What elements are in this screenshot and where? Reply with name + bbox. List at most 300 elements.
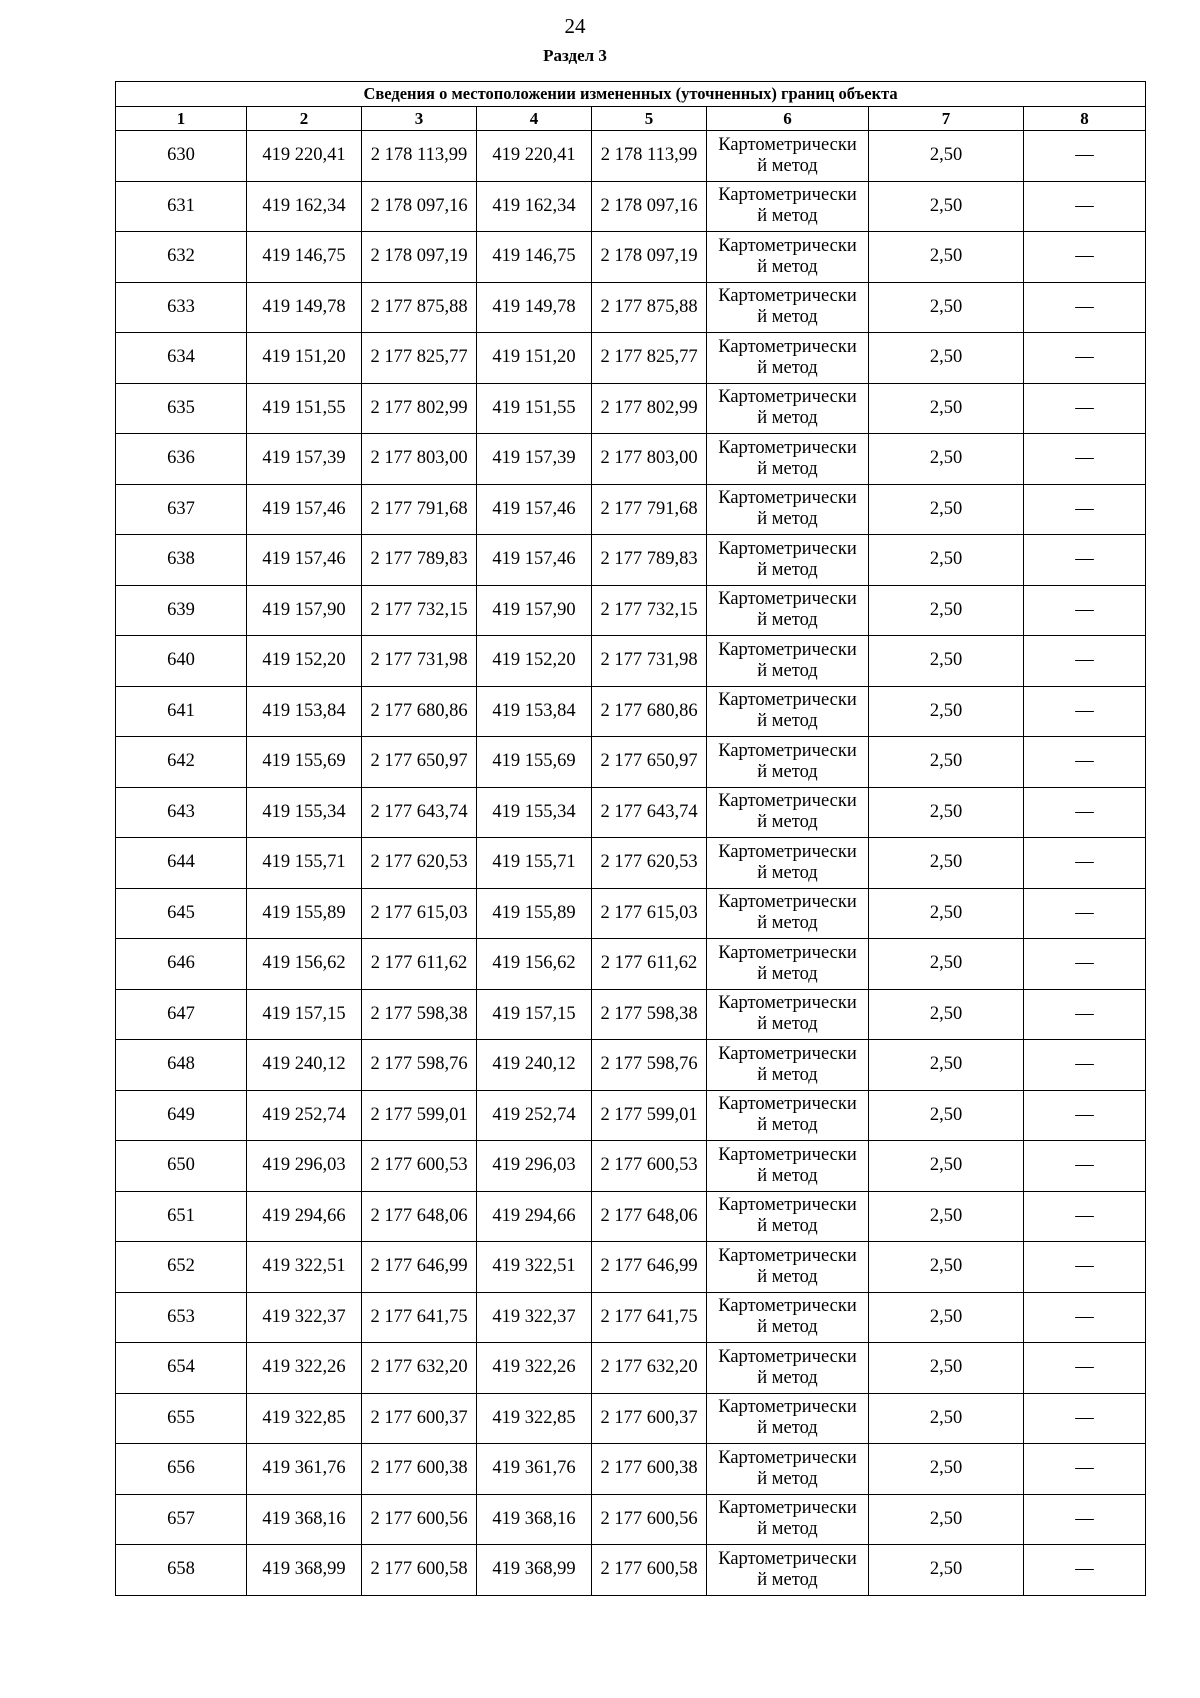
point-description-cell: —	[1024, 434, 1146, 485]
point-description-cell: —	[1024, 1494, 1146, 1545]
point-number-cell: 644	[116, 838, 247, 889]
accuracy-cell: 2,50	[869, 1343, 1024, 1394]
method-cell	[707, 1191, 869, 1242]
existing-y-cell: 2 177 641,75	[362, 1292, 477, 1343]
method-cell	[707, 1343, 869, 1394]
point-number-cell: 656	[116, 1444, 247, 1495]
method-text-line: Картометрически	[718, 791, 857, 812]
accuracy-cell: 2,50	[869, 282, 1024, 333]
method-text-line: Картометрически	[718, 1397, 857, 1418]
method-text-line: Картометрически	[718, 538, 857, 559]
point-number-cell: 646	[116, 939, 247, 990]
method-text-line: Картометрически	[718, 740, 857, 761]
method-text-line: й метод	[757, 357, 818, 378]
table-row	[116, 838, 1146, 889]
column-number-row	[116, 107, 1146, 131]
point-description-cell: —	[1024, 131, 1146, 182]
point-number-cell: 643	[116, 787, 247, 838]
existing-x-cell: 419 368,16	[247, 1494, 362, 1545]
boundary-coordinates-table	[115, 81, 1146, 1596]
refined-x-cell: 419 155,89	[477, 888, 592, 939]
existing-y-cell: 2 178 097,16	[362, 181, 477, 232]
existing-x-cell: 419 155,34	[247, 787, 362, 838]
column-number-4: 4	[477, 107, 592, 131]
method-cell	[707, 232, 869, 283]
table-row	[116, 737, 1146, 788]
refined-y-cell: 2 177 598,38	[592, 989, 707, 1040]
method-text-line: й метод	[757, 1115, 818, 1136]
method-text-line: Картометрически	[718, 1498, 857, 1519]
refined-x-cell: 419 151,55	[477, 383, 592, 434]
point-number-cell: 640	[116, 636, 247, 687]
existing-x-cell: 419 156,62	[247, 939, 362, 990]
method-text-line: Картометрически	[718, 488, 857, 509]
existing-y-cell: 2 177 600,56	[362, 1494, 477, 1545]
table-caption: Сведения о местоположении измененных (уточненных) границ объекта	[116, 82, 1146, 107]
point-number-cell: 658	[116, 1545, 247, 1596]
column-number-7: 7	[869, 107, 1024, 131]
accuracy-cell: 2,50	[869, 383, 1024, 434]
existing-y-cell: 2 177 620,53	[362, 838, 477, 889]
existing-y-cell: 2 177 600,38	[362, 1444, 477, 1495]
point-description-cell: —	[1024, 989, 1146, 1040]
table-row	[116, 535, 1146, 586]
method-text-line: й метод	[757, 1519, 818, 1540]
method-text-line: Картометрически	[718, 1195, 857, 1216]
refined-y-cell: 2 177 648,06	[592, 1191, 707, 1242]
existing-x-cell: 419 361,76	[247, 1444, 362, 1495]
existing-x-cell: 419 240,12	[247, 1040, 362, 1091]
method-text-line: Картометрически	[718, 185, 857, 206]
existing-y-cell: 2 177 632,20	[362, 1343, 477, 1394]
table-row	[116, 1191, 1146, 1242]
existing-y-cell: 2 177 731,98	[362, 636, 477, 687]
method-text-line: Картометрически	[718, 1094, 857, 1115]
point-number-cell: 631	[116, 181, 247, 232]
table-row	[116, 333, 1146, 384]
point-description-cell: —	[1024, 1545, 1146, 1596]
existing-x-cell: 419 162,34	[247, 181, 362, 232]
method-text-line: й метод	[757, 1165, 818, 1186]
method-text-line: й метод	[757, 812, 818, 833]
refined-x-cell: 419 151,20	[477, 333, 592, 384]
refined-x-cell: 419 155,71	[477, 838, 592, 889]
refined-x-cell: 419 156,62	[477, 939, 592, 990]
method-text-line: й метод	[757, 1468, 818, 1489]
existing-x-cell: 419 296,03	[247, 1141, 362, 1192]
column-number-1: 1	[116, 107, 247, 131]
column-number-8: 8	[1024, 107, 1146, 131]
existing-x-cell: 419 155,69	[247, 737, 362, 788]
table-row	[116, 1545, 1146, 1596]
table-row	[116, 1343, 1146, 1394]
method-cell	[707, 1545, 869, 1596]
existing-y-cell: 2 177 600,58	[362, 1545, 477, 1596]
method-cell	[707, 484, 869, 535]
method-cell	[707, 1141, 869, 1192]
table-body	[116, 131, 1146, 1596]
refined-y-cell: 2 177 598,76	[592, 1040, 707, 1091]
table-row	[116, 989, 1146, 1040]
accuracy-cell: 2,50	[869, 333, 1024, 384]
method-text-line: й метод	[757, 1569, 818, 1590]
point-number-cell: 653	[116, 1292, 247, 1343]
accuracy-cell: 2,50	[869, 989, 1024, 1040]
point-number-cell: 651	[116, 1191, 247, 1242]
accuracy-cell: 2,50	[869, 131, 1024, 182]
existing-y-cell: 2 177 825,77	[362, 333, 477, 384]
refined-y-cell: 2 177 802,99	[592, 383, 707, 434]
existing-y-cell: 2 177 643,74	[362, 787, 477, 838]
method-cell	[707, 131, 869, 182]
refined-x-cell: 419 153,84	[477, 686, 592, 737]
method-text-line: Картометрически	[718, 892, 857, 913]
point-description-cell: —	[1024, 1242, 1146, 1293]
point-description-cell: —	[1024, 838, 1146, 889]
refined-x-cell: 419 155,34	[477, 787, 592, 838]
point-description-cell: —	[1024, 383, 1146, 434]
point-number-cell: 654	[116, 1343, 247, 1394]
method-cell	[707, 1090, 869, 1141]
point-description-cell: —	[1024, 686, 1146, 737]
point-description-cell: —	[1024, 1040, 1146, 1091]
refined-x-cell: 419 322,37	[477, 1292, 592, 1343]
existing-y-cell: 2 177 600,37	[362, 1393, 477, 1444]
refined-x-cell: 419 157,46	[477, 484, 592, 535]
existing-y-cell: 2 177 611,62	[362, 939, 477, 990]
existing-x-cell: 419 322,85	[247, 1393, 362, 1444]
existing-y-cell: 2 177 648,06	[362, 1191, 477, 1242]
existing-x-cell: 419 157,46	[247, 535, 362, 586]
point-description-cell: —	[1024, 282, 1146, 333]
existing-x-cell: 419 220,41	[247, 131, 362, 182]
point-description-cell: —	[1024, 888, 1146, 939]
accuracy-cell: 2,50	[869, 939, 1024, 990]
method-cell	[707, 434, 869, 485]
point-number-cell: 645	[116, 888, 247, 939]
method-text-line: Картометрически	[718, 387, 857, 408]
method-cell	[707, 282, 869, 333]
point-description-cell: —	[1024, 1444, 1146, 1495]
method-text-line: й метод	[757, 559, 818, 580]
existing-y-cell: 2 177 650,97	[362, 737, 477, 788]
point-number-cell: 637	[116, 484, 247, 535]
column-number-3: 3	[362, 107, 477, 131]
method-text-line: Картометрически	[718, 1548, 857, 1569]
existing-x-cell: 419 157,39	[247, 434, 362, 485]
method-text-line: Картометрически	[718, 437, 857, 458]
point-description-cell: —	[1024, 1141, 1146, 1192]
table-row	[116, 232, 1146, 283]
existing-y-cell: 2 177 732,15	[362, 585, 477, 636]
table-row	[116, 1090, 1146, 1141]
refined-y-cell: 2 178 097,16	[592, 181, 707, 232]
refined-y-cell: 2 177 643,74	[592, 787, 707, 838]
refined-y-cell: 2 177 803,00	[592, 434, 707, 485]
method-cell	[707, 333, 869, 384]
method-text-line: й метод	[757, 660, 818, 681]
method-cell	[707, 1242, 869, 1293]
section-title: Раздел 3	[543, 46, 607, 65]
table-row	[116, 1040, 1146, 1091]
method-text-line: й метод	[757, 256, 818, 277]
method-cell	[707, 686, 869, 737]
accuracy-cell: 2,50	[869, 1444, 1024, 1495]
table-row	[116, 282, 1146, 333]
method-cell	[707, 585, 869, 636]
refined-y-cell: 2 177 731,98	[592, 636, 707, 687]
existing-x-cell: 419 368,99	[247, 1545, 362, 1596]
existing-x-cell: 419 149,78	[247, 282, 362, 333]
method-cell	[707, 838, 869, 889]
table-row	[116, 1242, 1146, 1293]
point-number-cell: 635	[116, 383, 247, 434]
method-cell	[707, 636, 869, 687]
method-text-line: й метод	[757, 458, 818, 479]
refined-y-cell: 2 177 615,03	[592, 888, 707, 939]
existing-y-cell: 2 178 113,99	[362, 131, 477, 182]
method-text-line: й метод	[757, 1266, 818, 1287]
refined-y-cell: 2 177 632,20	[592, 1343, 707, 1394]
refined-y-cell: 2 177 611,62	[592, 939, 707, 990]
refined-y-cell: 2 178 113,99	[592, 131, 707, 182]
method-text-line: Картометрически	[718, 235, 857, 256]
point-number-cell: 636	[116, 434, 247, 485]
accuracy-cell: 2,50	[869, 787, 1024, 838]
method-cell	[707, 737, 869, 788]
method-cell	[707, 1444, 869, 1495]
existing-x-cell: 419 151,20	[247, 333, 362, 384]
method-text-line: й метод	[757, 1216, 818, 1237]
existing-y-cell: 2 177 598,76	[362, 1040, 477, 1091]
method-cell	[707, 989, 869, 1040]
point-description-cell: —	[1024, 939, 1146, 990]
method-text-line: Картометрически	[718, 336, 857, 357]
method-cell	[707, 1292, 869, 1343]
existing-y-cell: 2 178 097,19	[362, 232, 477, 283]
accuracy-cell: 2,50	[869, 484, 1024, 535]
accuracy-cell: 2,50	[869, 434, 1024, 485]
refined-y-cell: 2 177 825,77	[592, 333, 707, 384]
refined-y-cell: 2 177 732,15	[592, 585, 707, 636]
page-number: 24	[564, 14, 586, 38]
method-text-line: й метод	[757, 408, 818, 429]
table-row	[116, 181, 1146, 232]
method-text-line: Картометрически	[718, 589, 857, 610]
method-text-line: й метод	[757, 206, 818, 227]
point-description-cell: —	[1024, 181, 1146, 232]
refined-y-cell: 2 178 097,19	[592, 232, 707, 283]
table-row	[116, 131, 1146, 182]
method-text-line: й метод	[757, 963, 818, 984]
method-cell	[707, 939, 869, 990]
refined-x-cell: 419 322,85	[477, 1393, 592, 1444]
method-cell	[707, 787, 869, 838]
refined-x-cell: 419 152,20	[477, 636, 592, 687]
table-row	[116, 888, 1146, 939]
existing-x-cell: 419 151,55	[247, 383, 362, 434]
existing-y-cell: 2 177 875,88	[362, 282, 477, 333]
point-number-cell: 650	[116, 1141, 247, 1192]
point-description-cell: —	[1024, 787, 1146, 838]
refined-y-cell: 2 177 600,38	[592, 1444, 707, 1495]
method-text-line: й метод	[757, 761, 818, 782]
existing-x-cell: 419 252,74	[247, 1090, 362, 1141]
method-text-line: й метод	[757, 307, 818, 328]
accuracy-cell: 2,50	[869, 232, 1024, 283]
accuracy-cell: 2,50	[869, 1141, 1024, 1192]
method-text-line: й метод	[757, 1064, 818, 1085]
accuracy-cell: 2,50	[869, 585, 1024, 636]
method-text-line: й метод	[757, 711, 818, 732]
refined-x-cell: 419 368,16	[477, 1494, 592, 1545]
method-text-line: Картометрически	[718, 841, 857, 862]
point-description-cell: —	[1024, 232, 1146, 283]
existing-y-cell: 2 177 599,01	[362, 1090, 477, 1141]
accuracy-cell: 2,50	[869, 737, 1024, 788]
existing-y-cell: 2 177 600,53	[362, 1141, 477, 1192]
accuracy-cell: 2,50	[869, 686, 1024, 737]
existing-y-cell: 2 177 680,86	[362, 686, 477, 737]
table-row	[116, 1393, 1146, 1444]
method-cell	[707, 535, 869, 586]
existing-x-cell: 419 157,15	[247, 989, 362, 1040]
method-text-line: й метод	[757, 1418, 818, 1439]
method-text-line: Картометрически	[718, 1144, 857, 1165]
method-text-line: Картометрически	[718, 993, 857, 1014]
refined-x-cell: 419 157,39	[477, 434, 592, 485]
refined-y-cell: 2 177 641,75	[592, 1292, 707, 1343]
method-text-line: Картометрически	[718, 942, 857, 963]
refined-y-cell: 2 177 875,88	[592, 282, 707, 333]
refined-x-cell: 419 155,69	[477, 737, 592, 788]
method-text-line: й метод	[757, 155, 818, 176]
point-number-cell: 632	[116, 232, 247, 283]
table-row	[116, 787, 1146, 838]
point-number-cell: 634	[116, 333, 247, 384]
point-description-cell: —	[1024, 737, 1146, 788]
accuracy-cell: 2,50	[869, 1090, 1024, 1141]
refined-y-cell: 2 177 791,68	[592, 484, 707, 535]
refined-x-cell: 419 157,46	[477, 535, 592, 586]
table-row	[116, 484, 1146, 535]
method-text-line: й метод	[757, 509, 818, 530]
method-cell	[707, 1040, 869, 1091]
refined-y-cell: 2 177 600,37	[592, 1393, 707, 1444]
point-number-cell: 657	[116, 1494, 247, 1545]
accuracy-cell: 2,50	[869, 535, 1024, 586]
method-cell	[707, 383, 869, 434]
table-row	[116, 1444, 1146, 1495]
point-number-cell: 633	[116, 282, 247, 333]
existing-y-cell: 2 177 803,00	[362, 434, 477, 485]
method-text-line: Картометрически	[718, 690, 857, 711]
existing-x-cell: 419 152,20	[247, 636, 362, 687]
refined-y-cell: 2 177 680,86	[592, 686, 707, 737]
refined-x-cell: 419 146,75	[477, 232, 592, 283]
refined-x-cell: 419 240,12	[477, 1040, 592, 1091]
existing-x-cell: 419 153,84	[247, 686, 362, 737]
method-cell	[707, 181, 869, 232]
accuracy-cell: 2,50	[869, 1242, 1024, 1293]
column-number-6: 6	[707, 107, 869, 131]
point-description-cell: —	[1024, 535, 1146, 586]
method-text-line: Картометрически	[718, 1447, 857, 1468]
accuracy-cell: 2,50	[869, 1292, 1024, 1343]
existing-x-cell: 419 294,66	[247, 1191, 362, 1242]
existing-x-cell: 419 157,90	[247, 585, 362, 636]
existing-x-cell: 419 146,75	[247, 232, 362, 283]
point-number-cell: 630	[116, 131, 247, 182]
refined-x-cell: 419 322,51	[477, 1242, 592, 1293]
accuracy-cell: 2,50	[869, 888, 1024, 939]
refined-y-cell: 2 177 600,58	[592, 1545, 707, 1596]
accuracy-cell: 2,50	[869, 181, 1024, 232]
refined-x-cell: 419 149,78	[477, 282, 592, 333]
method-text-line: й метод	[757, 1014, 818, 1035]
point-number-cell: 642	[116, 737, 247, 788]
existing-x-cell: 419 157,46	[247, 484, 362, 535]
refined-x-cell: 419 162,34	[477, 181, 592, 232]
point-number-cell: 647	[116, 989, 247, 1040]
point-number-cell: 655	[116, 1393, 247, 1444]
point-description-cell: —	[1024, 484, 1146, 535]
table-row	[116, 1494, 1146, 1545]
refined-x-cell: 419 294,66	[477, 1191, 592, 1242]
table-row	[116, 686, 1146, 737]
method-text-line: й метод	[757, 610, 818, 631]
refined-y-cell: 2 177 620,53	[592, 838, 707, 889]
table-row	[116, 585, 1146, 636]
existing-x-cell: 419 155,71	[247, 838, 362, 889]
point-number-cell: 648	[116, 1040, 247, 1091]
method-text-line: Картометрически	[718, 1346, 857, 1367]
table-row	[116, 434, 1146, 485]
method-text-line: й метод	[757, 1317, 818, 1338]
refined-x-cell: 419 220,41	[477, 131, 592, 182]
method-cell	[707, 1393, 869, 1444]
point-number-cell: 649	[116, 1090, 247, 1141]
accuracy-cell: 2,50	[869, 1040, 1024, 1091]
point-number-cell: 652	[116, 1242, 247, 1293]
refined-y-cell: 2 177 650,97	[592, 737, 707, 788]
column-number-2: 2	[247, 107, 362, 131]
existing-x-cell: 419 322,51	[247, 1242, 362, 1293]
refined-y-cell: 2 177 789,83	[592, 535, 707, 586]
existing-y-cell: 2 177 598,38	[362, 989, 477, 1040]
method-text-line: Картометрически	[718, 1296, 857, 1317]
refined-y-cell: 2 177 600,53	[592, 1141, 707, 1192]
method-text-line: Картометрически	[718, 286, 857, 307]
point-description-cell: —	[1024, 585, 1146, 636]
method-text-line: й метод	[757, 913, 818, 934]
refined-x-cell: 419 157,15	[477, 989, 592, 1040]
table-row	[116, 939, 1146, 990]
method-text-line: Картометрически	[718, 134, 857, 155]
refined-x-cell: 419 368,99	[477, 1545, 592, 1596]
existing-y-cell: 2 177 791,68	[362, 484, 477, 535]
column-number-5: 5	[592, 107, 707, 131]
method-cell	[707, 888, 869, 939]
point-description-cell: —	[1024, 1393, 1146, 1444]
existing-y-cell: 2 177 615,03	[362, 888, 477, 939]
point-description-cell: —	[1024, 1292, 1146, 1343]
accuracy-cell: 2,50	[869, 1393, 1024, 1444]
accuracy-cell: 2,50	[869, 1494, 1024, 1545]
refined-y-cell: 2 177 599,01	[592, 1090, 707, 1141]
existing-x-cell: 419 322,37	[247, 1292, 362, 1343]
refined-x-cell: 419 322,26	[477, 1343, 592, 1394]
